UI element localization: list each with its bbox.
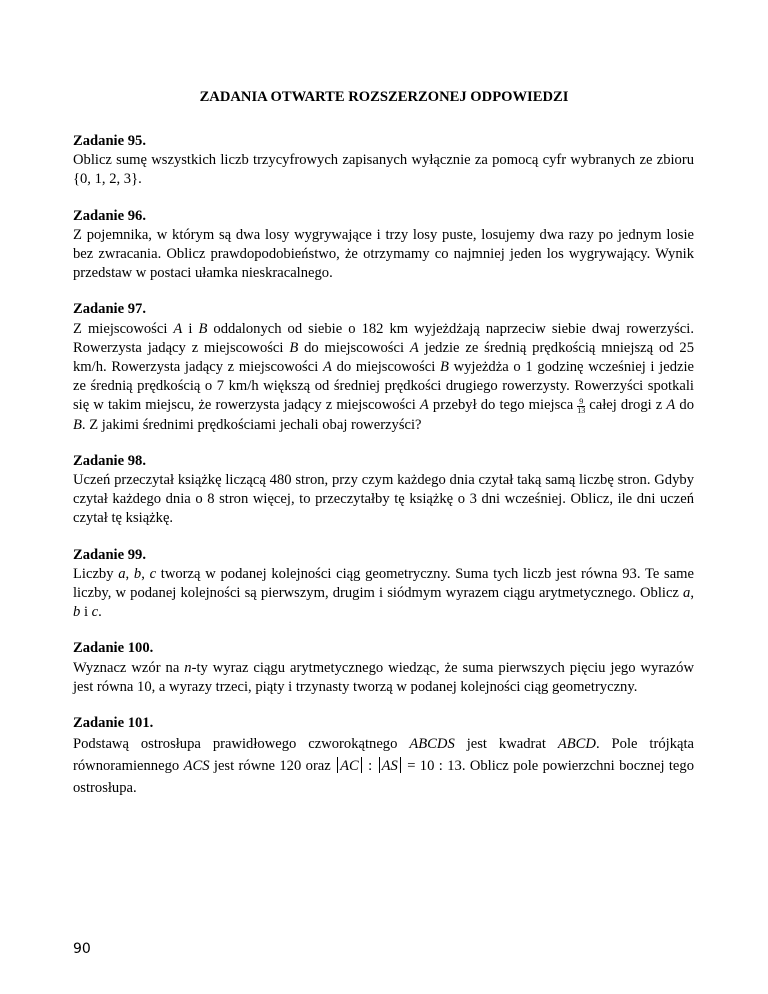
text-segment: . Pole trójkąta równoramiennego [73,736,695,775]
task-101 [73,714,694,799]
text-segment: = 10 : 13 [402,758,462,775]
task-title: Zadanie 97. [73,301,146,318]
ratio-expression [335,758,462,774]
text-segment: wyjeżdża o 1 godzinę wcześniej i jedzie ze średnią prędkością o 7 km/h większą od średniej prędkości drugiego rowerzysty. Rowerzyści spotkali się w takim miejscu, że rowerzysta jadący z miejscowości [73,359,695,414]
fraction-numerator: 9 [579,396,584,406]
variable: c [149,565,157,582]
task-body [73,320,694,435]
variable: ABCD [557,736,596,753]
variable: b [133,565,142,582]
text-segment: Podstawą ostrosłupa prawidłowego czworokątnego [73,736,410,753]
task-98 [73,452,694,529]
text-segment: tworzą w podanej kolejności ciąg geometryczny. Suma tych liczb jest równa 93. Te same liczby, w podanej kolejności są pierwszym, drugim i siódmym wyrazem ciągu arytmetycznego. Oblicz [73,565,695,602]
text-segment: , [141,565,150,582]
abs-bar [361,757,362,773]
variable: A [419,397,429,414]
task-title: Zadanie 96. [73,207,146,224]
task-list [73,132,694,816]
text-segment: do miejscowości [298,339,410,356]
text-segment: do miejscowości [331,359,440,376]
task-title: Zadanie 99. [73,546,146,563]
task-96 [73,207,694,284]
fraction [577,398,585,415]
variable: ACS [183,758,210,775]
text-segment: jest kwadrat [454,736,558,753]
page-title: ZADANIA OTWARTE ROZSZERZONEJ ODPOWIEDZI [199,89,569,105]
text-segment: do [675,397,694,414]
text-segment: i [80,604,92,621]
variable: B [198,320,208,337]
text-segment: -ty wyraz ciągu arytmetycznego wiedząc, że suma pierwszych pięciu jego wyrazów jest równa 10, a wyrazy trzeci, piąty i trzynasty tworzą w podanej kolejności ciąg geometryczny. [73,659,694,695]
fraction-denominator: 13 [577,405,586,415]
text-segment: i [182,320,199,337]
variable: b [73,604,81,621]
task-100 [73,639,694,697]
text-segment: Liczby [73,565,119,582]
text-segment: . [98,604,102,621]
abs-bar [379,757,380,773]
variable: a [683,585,691,602]
task-97 [73,300,694,434]
text-segment: , [125,565,134,582]
text-segment: : [363,758,377,775]
abs-bar [400,757,401,773]
task-title: Zadanie 98. [73,452,146,469]
variable: a [118,565,126,582]
text-segment: oddalonych od siebie o 182 km wyjeżdżają naprzeciw siebie dwaj rowerzyści. Rowerzysta jadący z miejscowości [73,320,694,356]
text-segment: Wyznacz wzór na [73,659,185,676]
task-95 [73,132,694,190]
variable: n [184,659,192,676]
text-segment: Z miejscowości [73,320,174,337]
variable: A [666,397,676,414]
abs-bar [337,757,338,773]
text-segment: . Z jakimi średnimi prędkościami jechali obaj rowerzyści? [81,416,422,433]
task-title: Zadanie 95. [73,133,146,149]
task-body [73,565,694,623]
task-body: Z pojemnika, w którym są dwa losy wygrywające i trzy losy puste, losujemy dwa razy po jednym losie bez zwracania. Oblicz prawdopodobieństwo, że otrzymamy co najmniej jeden los wygrywający. Wynik przedstaw w postaci ułamka nieskracalnego. [73,226,694,282]
page-number: 90 [73,941,91,957]
task-body [73,733,694,799]
task-99 [73,546,694,623]
variable: A [409,339,419,356]
variable: A [322,359,332,376]
text-segment: przebył do tego miejsca [428,397,574,414]
task-body: Uczeń przeczytał książkę liczącą 480 stron, przy czym każdego dnia czytał taką samą liczbę stron. Gdyby czytał każdego dnia o 8 stron więcej, to przeczytałby tę książkę o 3 dni wcześniej. Oblicz, ile dni uczeń czytał tę książkę. [73,472,694,527]
task-title: Zadanie 101. [73,715,154,732]
text-segment: jest równe 120 oraz [209,758,336,775]
variable: B [439,359,449,376]
variable: ABCDS [409,736,455,753]
text-segment: , [690,585,694,602]
task-body [73,659,694,697]
text-segment: . Oblicz pole powierzchni bocznej tego ostrosłupa. [73,758,694,797]
variable: c [91,604,99,621]
variable: AC [340,758,359,775]
variable: B [73,416,82,433]
variable: A [173,320,183,337]
variable: AS [381,758,398,775]
task-title: Zadanie 100. [73,640,154,657]
task-body: Oblicz sumę wszystkich liczb trzycyfrowych zapisanych wyłącznie za pomocą cyfr wybranych ze zbioru {0, 1, 2, 3}. [73,152,694,188]
text-segment: jedzie ze średnią prędkością mniejszą od 25 km/h. Rowerzysta jadący z miejscowości [73,339,694,376]
variable: B [289,339,299,356]
text-segment: całej drogi z [589,397,667,414]
